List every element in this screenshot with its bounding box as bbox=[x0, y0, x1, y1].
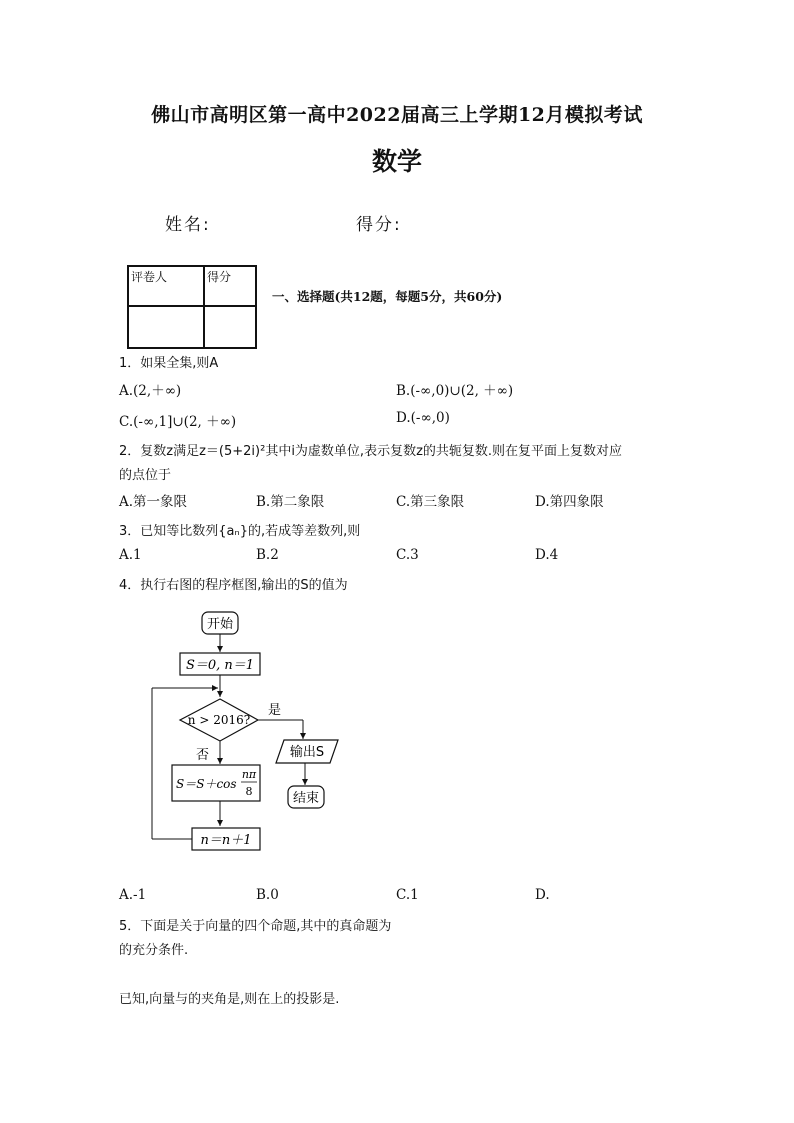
section-heading: 一、选择题(共12题，每题5分，共60分) bbox=[272, 289, 503, 304]
flow-no-label: 否 bbox=[196, 748, 210, 763]
flow-yes-label: 是 bbox=[268, 703, 282, 718]
q4-stem: 4．执行右图的程序框图,输出的S的值为 bbox=[119, 578, 348, 593]
flow-start-text: 开始 bbox=[206, 617, 234, 632]
flow-frac-numerator: nπ bbox=[241, 768, 257, 781]
grader-table bbox=[127, 265, 257, 349]
q3-stem: 3．已知等比数列{aₙ}的,若成等差数列,则 bbox=[119, 524, 361, 539]
flow-condition-text: n > 2016? bbox=[187, 713, 251, 727]
q5-stem: 5．下面是关于向量的四个命题,其中的真命题为 bbox=[119, 919, 392, 934]
q1-option-d: D.(-∞,0) bbox=[396, 410, 450, 426]
q2-option-b: B.第二象限 bbox=[256, 494, 325, 510]
q4-option-a: A.-1 bbox=[119, 887, 147, 903]
q4-option-b: B.0 bbox=[256, 887, 279, 903]
q2-stem-line1: 2．复数z满足z＝(5+2i)²其中i为虚数单位,表示复数z的共轭复数.则在复平面上复数对应 bbox=[119, 444, 623, 459]
q2-option-d: D.第四象限 bbox=[535, 494, 604, 510]
flow-init-text: S＝0, n＝1 bbox=[185, 658, 255, 673]
score-label: 得分: bbox=[356, 215, 402, 235]
name-label: 姓名: bbox=[165, 215, 211, 235]
flow-output-text: 输出S bbox=[289, 745, 325, 760]
q3-option-a: A.1 bbox=[119, 547, 142, 563]
flow-update-n-text: n＝n＋1 bbox=[200, 833, 252, 848]
q1-option-c: C.(-∞,1]∪(2, ＋∞) bbox=[119, 414, 237, 430]
q5-line2: 的充分条件. bbox=[119, 943, 189, 958]
exam-title: 佛山市高明区第一高中2022届高三上学期12月模拟考试 bbox=[151, 104, 643, 126]
q4-option-d: D. bbox=[535, 887, 550, 903]
flow-update-s-text: S＝S＋cos bbox=[176, 777, 237, 791]
grader-header-cell: 评卷人 bbox=[128, 266, 204, 306]
q2-option-a: A.第一象限 bbox=[119, 494, 188, 510]
q1-option-b: B.(-∞,0)∪(2, ＋∞) bbox=[396, 383, 514, 399]
q3-option-d: D.4 bbox=[535, 547, 559, 563]
q3-option-c: C.3 bbox=[396, 547, 419, 563]
grader-blank-cell bbox=[128, 306, 204, 348]
flowchart bbox=[146, 606, 361, 856]
flow-frac-denominator: 8 bbox=[245, 785, 253, 798]
q3-option-b: B.2 bbox=[256, 547, 279, 563]
score-blank-cell bbox=[204, 306, 256, 348]
q5-line3: 已知,向量与的夹角是,则在上的投影是. bbox=[119, 992, 340, 1007]
q4-option-c: C.1 bbox=[396, 887, 419, 903]
q2-stem-line2: 的点位于 bbox=[119, 468, 172, 483]
flow-end-text: 结束 bbox=[292, 791, 320, 806]
q1-stem: 1．如果全集,则A bbox=[119, 356, 219, 371]
q2-option-c: C.第三象限 bbox=[396, 494, 465, 510]
score-header-cell: 得分 bbox=[204, 266, 256, 306]
q1-option-a: A.(2,＋∞) bbox=[119, 383, 182, 399]
exam-subject: 数学 bbox=[371, 147, 422, 176]
